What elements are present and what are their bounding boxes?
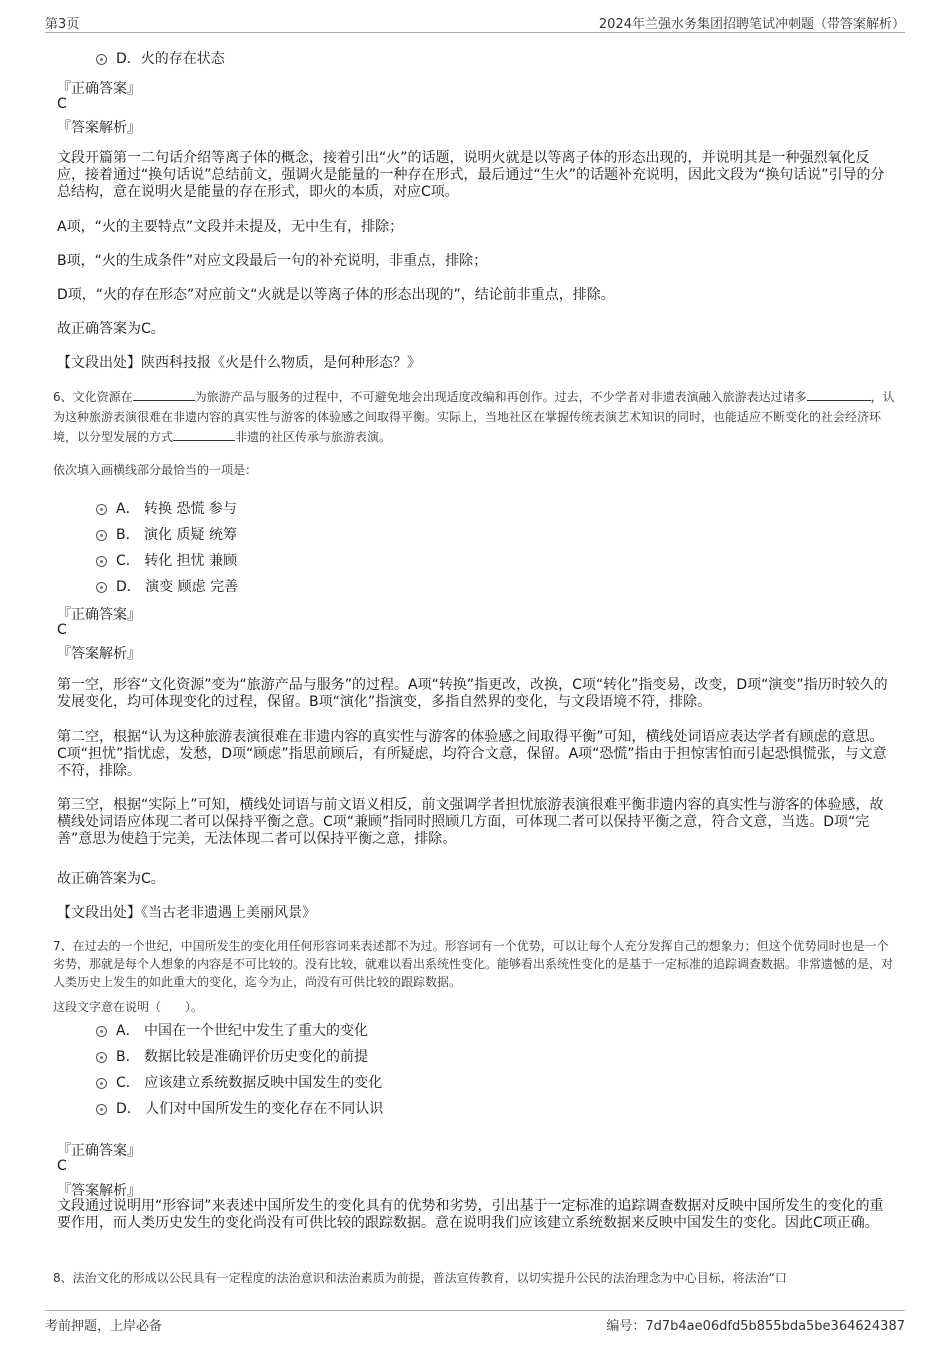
radio-icon[interactable] xyxy=(96,1104,107,1115)
radio-icon[interactable] xyxy=(96,1078,107,1089)
fill-blank[interactable] xyxy=(173,428,235,441)
document-code: 编号：7d7b4ae06dfd5b855bda5be364624387 xyxy=(606,1319,905,1334)
q5-analysis-para: 故正确答案为C。 xyxy=(57,321,165,337)
radio-icon[interactable] xyxy=(96,54,107,65)
page-number: 第3页 xyxy=(45,17,80,32)
q6-source: 【文段出处】《当古老非遗遇上美丽风景》 xyxy=(57,905,316,921)
q7-option-c[interactable]: C． 应该建立系统数据反映中国发生的变化 xyxy=(96,1072,382,1092)
q8-stem: 8、法治文化的形成以公民具有一定程度的法治意识和法治素质为前提，普法宣传教育，以切实提升公民的法治理念为中心目标，将法治“口 xyxy=(53,1271,787,1285)
radio-icon[interactable] xyxy=(96,582,107,593)
page-header xyxy=(45,10,905,33)
page-footer xyxy=(45,1310,905,1333)
q6-prompt: 依次填入画横线部分最恰当的一项是： xyxy=(53,463,258,477)
document-title: 2024年兰强水务集团招聘笔试冲刺题（带答案解析） xyxy=(598,17,905,32)
radio-icon[interactable] xyxy=(96,530,107,541)
q7-analysis-para: 文段通过说明用“形容词”来表述中国所发生的变化具有的优势和劣势，引出基于一定标准的追踪调查数据对反映中国所发生的变化的重要作用，而人类历史发生的变化尚没有可供比较的跟踪数据。意在说明我们应该建立系统数据来反映中国发生的变化。因此C项正确。 xyxy=(57,1198,884,1231)
q7-option-d[interactable]: D． 人们对中国所发生的变化存在不同认识 xyxy=(96,1098,383,1118)
q6-option-c[interactable]: C． 转化 担忧 兼顾 xyxy=(96,550,237,570)
q6-analysis-label: 『答案解析』 xyxy=(57,646,141,662)
q7-option-a[interactable]: A． 中国在一个世纪中发生了重大的变化 xyxy=(96,1020,368,1040)
radio-icon[interactable] xyxy=(96,556,107,567)
q6-analysis-para: 第二空，根据“认为这种旅游表演很难在非遗内容的真实性与游客的体验感之间取得平衡”可知，横线处词语应表达学者有顾虑的意思。C项“担忧”指忧虑，发愁，D项“顾虑”指思前顾后，有所疑虑，均符合文意，保留。A项“恐慌”指由于担惊害怕而引起恐惧慌张，与文意不符，排除。 xyxy=(57,729,887,779)
q5-option-d[interactable]: D．火的存在状态 xyxy=(96,48,225,68)
q5-analysis-para: 文段开篇第一二句话介绍等离子体的概念，接着引出“火”的话题，说明火就是以等离子体的形态出现的，并说明其是一种强烈氧化反应，接着通过“换句话说”总结前文，强调火是能量的一种存在形式，最后通过“生火”的话题补充说明，因此文段为“换句话说”引导的分总结构，意在说明火是能量的存在形式，即火的本质，对应C项。 xyxy=(57,150,885,200)
radio-icon[interactable] xyxy=(96,1052,107,1063)
q7-answer-label: 『正确答案』 xyxy=(57,1143,141,1159)
fill-blank[interactable] xyxy=(133,388,195,401)
q5-analysis-para: B项，“火的生成条件”对应文段最后一句的补充说明，非重点，排除； xyxy=(57,253,488,269)
q7-option-b[interactable]: B． 数据比较是准确评价历史变化的前提 xyxy=(96,1046,368,1066)
q5-answer-label: 『正确答案』 xyxy=(57,81,141,97)
q6-analysis-para: 第一空，形容“文化资源”变为“旅游产品与服务”的过程。A项“转换”指更改，改换，C项“转化”指变易，改变，D项“演变”指历时较久的发展变化，均可体现变化的过程，保留。B项“演化”指演变，多指自然界的变化，与文段语境不符，排除。 xyxy=(57,677,888,710)
q5-analysis-para: A项，“火的主要特点”文段并未提及，无中生有，排除； xyxy=(57,219,404,235)
q7-answer: C xyxy=(57,1158,67,1174)
radio-icon[interactable] xyxy=(96,1026,107,1037)
q6-stem: 6、文化资源在 为旅游产品与服务的过程中，不可避免地会出现适度改编和再创作。过去，不少学者对非遗表演融入旅游表达过诸多 ，认为这种旅游表演很难在非遗内容的真实性与游客的体验感之间取得平衡。实际上，当地社区在掌握传统表演艺术知识的同时，也能适应不断变化的社会经济环境，以分型发展的方式 非遗的社区传承与旅游表演。 xyxy=(53,390,895,444)
q5-analysis-label: 『答案解析』 xyxy=(57,120,141,136)
radio-icon[interactable] xyxy=(96,504,107,515)
q6-option-d[interactable]: D． 演变 顾虑 完善 xyxy=(96,576,238,596)
q5-analysis-para: D项，“火的存在形态”对应前文“火就是以等离子体的形态出现的”，结论前非重点，排除。 xyxy=(57,287,615,303)
fill-blank[interactable] xyxy=(807,388,871,401)
q6-analysis-para: 第三空，根据“实际上”可知，横线处词语与前文语义相反，前文强调学者担忧旅游表演很难平衡非遗内容的真实性与游客的体验感，故横线处词语应体现二者可以保持平衡之意。C项“兼顾”指同时照顾几方面，可体现二者可以保持平衡之意，符合文意，当选。D项“完善”意思为使趋于完美，无法体现二者可以保持平衡之意，排除。 xyxy=(57,797,884,847)
q5-answer: C xyxy=(57,96,67,112)
q6-option-a[interactable]: A． 转换 恐慌 参与 xyxy=(96,498,237,518)
footer-motto: 考前押题，上岸必备 xyxy=(45,1319,163,1334)
q6-option-b[interactable]: B． 演化 质疑 统筹 xyxy=(96,524,237,544)
q7-stem: 7、在过去的一个世纪，中国所发生的变化用任何形容词来表述都不为过。形容词有一个优势，可以让每个人充分发挥自己的想象力；但这个优势同时也是一个劣势，那就是每个人想象的内容是不可比较的。没有比较，就难以看出系统性变化。能够看出系统性变化的是基于一定标准的追踪调查数据。非常遗憾的是，对人类历史上发生的如此重大的变化，迄今为止，尚没有可供比较的跟踪数据。 xyxy=(53,939,894,989)
q7-prompt: 这段文字意在说明（ ）。 xyxy=(53,1000,204,1014)
q7-analysis-label: 『答案解析』 xyxy=(57,1183,141,1199)
q6-answer: C xyxy=(57,622,67,638)
q5-source: 【文段出处】陕西科技报《火是什么物质，是何种形态？》 xyxy=(57,355,421,371)
q6-analysis-para: 故正确答案为C。 xyxy=(57,871,165,887)
q6-answer-label: 『正确答案』 xyxy=(57,607,141,623)
